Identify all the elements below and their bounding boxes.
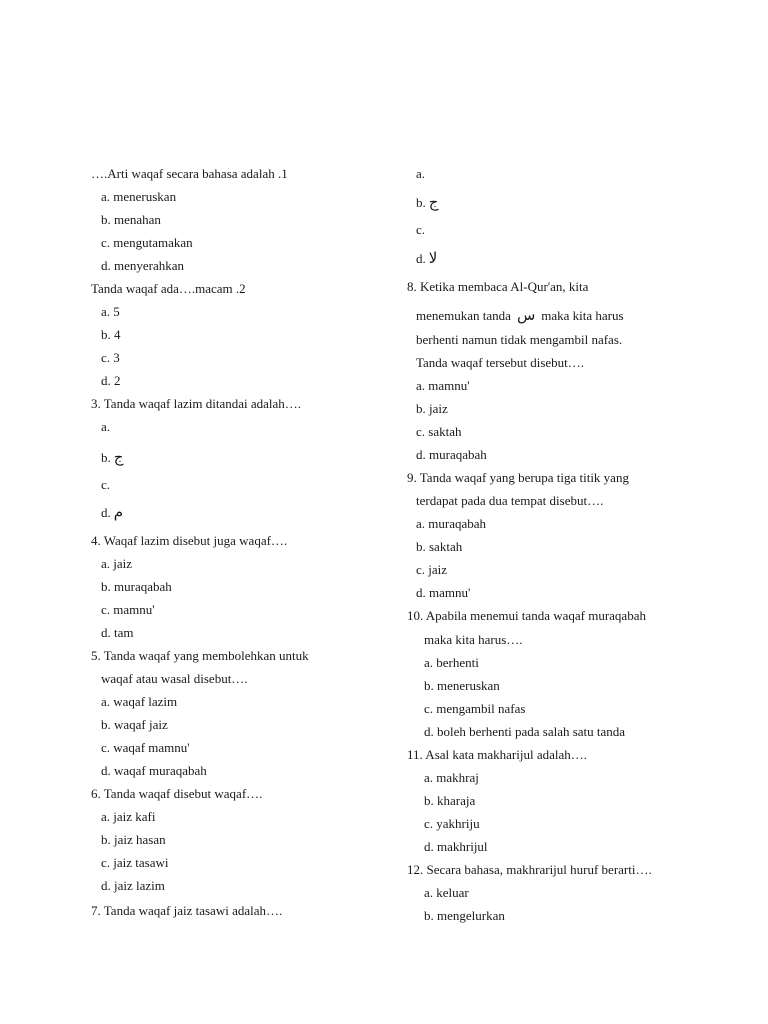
option-10b: b. meneruskan xyxy=(424,678,500,693)
question-7: 7. Tanda waqaf jaiz tasawi adalah…. xyxy=(91,903,283,918)
option-label: b. xyxy=(101,450,111,465)
option-2d: d. 2 xyxy=(101,373,121,388)
option-9a: a. muraqabah xyxy=(416,516,487,531)
question-5-cont: waqaf atau wasal disebut…. xyxy=(101,671,248,686)
option-label: d. xyxy=(101,505,111,520)
option-12a: a. keluar xyxy=(424,885,469,900)
option-3a: a. xyxy=(101,419,111,434)
option-11c: c. yakhriju xyxy=(424,816,480,831)
option-3b xyxy=(101,449,123,466)
option-4d: d. tam xyxy=(101,625,134,640)
option-6c: c. jaiz tasawi xyxy=(101,855,169,870)
option-2a: a. 5 xyxy=(101,304,120,319)
arabic-waqaf-sign: س xyxy=(516,306,536,324)
option-5b: b. waqaf jaiz xyxy=(101,717,168,732)
option-2c: c. 3 xyxy=(101,350,120,365)
arabic-waqaf-sign: لا xyxy=(428,249,438,267)
question-2: Tanda waqaf ada….macam .2 xyxy=(91,281,246,296)
option-11a: a. makhraj xyxy=(424,770,479,785)
option-8d: d. muraqabah xyxy=(416,447,487,462)
option-5c: c. waqaf mamnu' xyxy=(101,740,190,755)
option-3d xyxy=(101,504,123,521)
option-11b: b. kharaja xyxy=(424,793,476,808)
option-label: b. xyxy=(416,195,426,210)
question-10-cont: maka kita harus…. xyxy=(424,632,523,647)
option-1b: b. menahan xyxy=(101,212,161,227)
question-5: 5. Tanda waqaf yang membolehkan untuk xyxy=(91,648,309,663)
question-1: ….Arti waqaf secara bahasa adalah .1 xyxy=(91,166,288,181)
question-3: 3. Tanda waqaf lazim ditandai adalah…. xyxy=(91,396,302,411)
option-8a: a. mamnu' xyxy=(416,378,470,393)
option-4c: c. mamnu' xyxy=(101,602,155,617)
question-4: 4. Waqaf lazim disebut juga waqaf…. xyxy=(91,533,288,548)
option-label: d. xyxy=(416,251,426,266)
option-1a: a. meneruskan xyxy=(101,189,177,204)
option-9d: d. mamnu' xyxy=(416,585,471,600)
option-7c: c. xyxy=(416,222,426,237)
option-7a: a. xyxy=(416,166,426,181)
text-segment: menemukan tanda xyxy=(416,308,511,323)
option-1d: d. menyerahkan xyxy=(101,258,185,273)
option-6b: b. jaiz hasan xyxy=(101,832,166,847)
option-4b: b. muraqabah xyxy=(101,579,172,594)
question-9-cont: terdapat pada dua tempat disebut…. xyxy=(416,493,604,508)
question-10: 10. Apabila menemui tanda waqaf muraqabah xyxy=(407,608,646,623)
option-7b xyxy=(416,194,438,211)
option-8c: c. saktah xyxy=(416,424,462,439)
option-9b: b. saktah xyxy=(416,539,463,554)
option-11d: d. makhrijul xyxy=(424,839,488,854)
option-6a: a. jaiz kafi xyxy=(101,809,156,824)
arabic-waqaf-sign: م xyxy=(113,503,124,521)
arabic-waqaf-sign: ج xyxy=(428,193,439,211)
option-7d xyxy=(416,250,437,267)
option-9c: c. jaiz xyxy=(416,562,448,577)
question-6: 6. Tanda waqaf disebut waqaf…. xyxy=(91,786,263,801)
option-10d: d. boleh berhenti pada salah satu tanda xyxy=(424,724,626,739)
option-5a: a. waqaf lazim xyxy=(101,694,178,709)
question-11: 11. Asal kata makharijul adalah…. xyxy=(407,747,588,762)
question-9: 9. Tanda waqaf yang berupa tiga titik yang xyxy=(407,470,629,485)
option-1c: c. mengutamakan xyxy=(101,235,193,250)
option-4a: a. jaiz xyxy=(101,556,133,571)
question-12: 12. Secara bahasa, makhrarijul huruf berarti…. xyxy=(407,862,652,877)
option-5d: d. waqaf muraqabah xyxy=(101,763,207,778)
option-6d: d. jaiz lazim xyxy=(101,878,165,893)
question-8-cont3: Tanda waqaf tersebut disebut…. xyxy=(416,355,585,370)
option-2b: b. 4 xyxy=(101,327,121,342)
arabic-waqaf-sign: ج xyxy=(113,448,124,466)
text-segment: maka kita harus xyxy=(541,308,624,323)
question-8-cont2: berhenti namun tidak mengambil nafas. xyxy=(416,332,623,347)
option-3c: c. xyxy=(101,477,111,492)
question-8-cont xyxy=(416,307,624,324)
option-10a: a. berhenti xyxy=(424,655,479,670)
question-8: 8. Ketika membaca Al-Qur'an, kita xyxy=(407,279,589,294)
option-8b: b. jaiz xyxy=(416,401,448,416)
option-10c: c. mengambil nafas xyxy=(424,701,526,716)
option-12b: b. mengelurkan xyxy=(424,908,505,923)
